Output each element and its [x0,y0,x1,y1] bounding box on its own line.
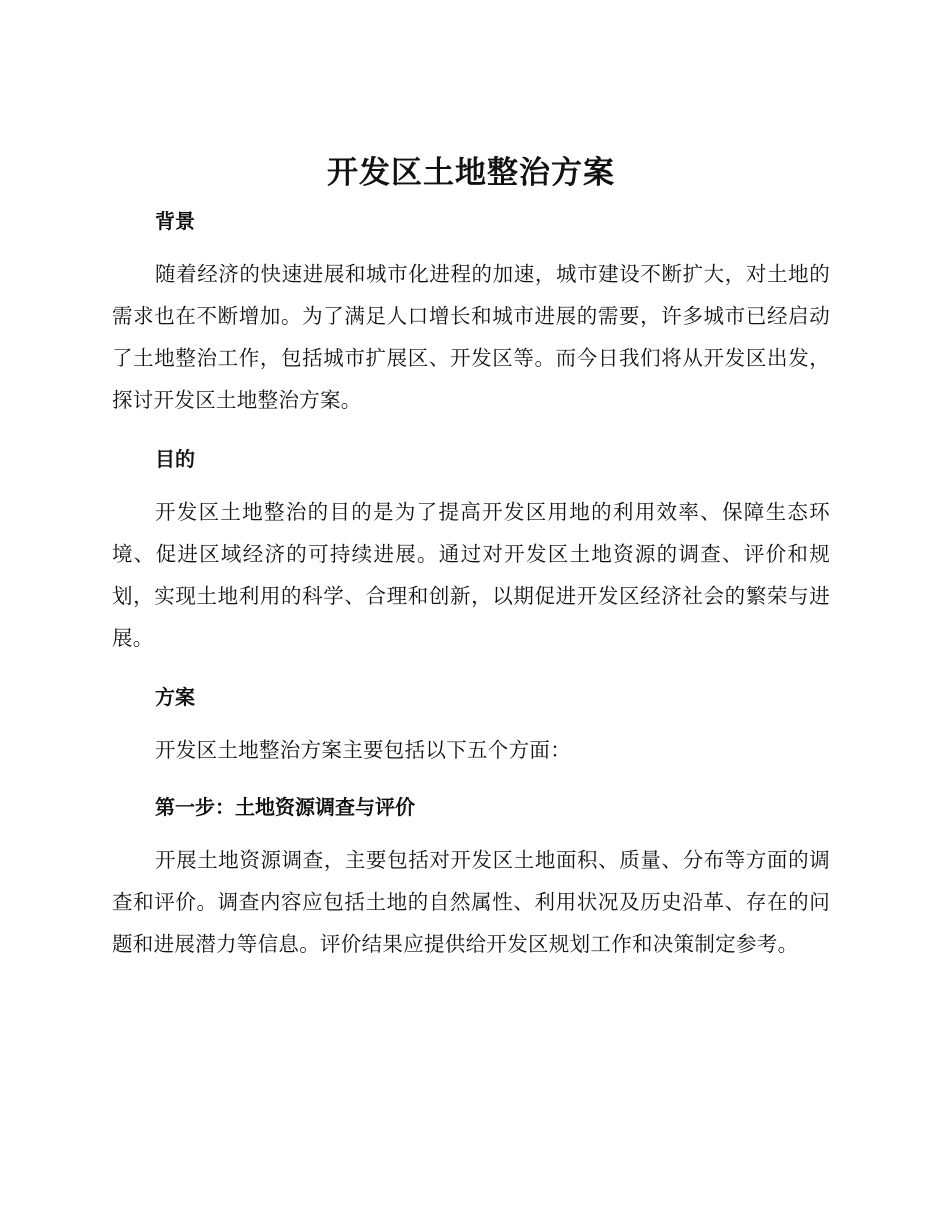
heading-background: 背景 [155,209,195,233]
paragraph-step-1: 开展土地资源调查，主要包括对开发区土地面积、质量、分布等方面的调查和评价。调查内容应包括土地的自然属性、利用状况及历史沿革、存在的问题和进展潜力等信息。评价结果应提供给开发区规划工作和决策制定参考。 [112,848,830,956]
paragraph-background: 随着经济的快速进展和城市化进程的加速，城市建设不断扩大，对土地的需求也在不断增加。为了满足人口增长和城市进展的需要，许多城市已经启动了土地整治工作，包括城市扩展区、开发区等。而今日我们将从开发区出发，探讨开发区土地整治方案。 [112,262,830,412]
document-title: 开发区土地整治方案 [327,155,615,191]
paragraph-plan: 开发区土地整治方案主要包括以下五个方面： [155,738,571,762]
paragraph-goal: 开发区土地整治的目的是为了提高开发区用地的利用效率、保障生态环境、促进区域经济的可持续进展。通过对开发区土地资源的调查、评价和规划，实现土地利用的科学、合理和创新，以期促进开发区经济社会的繁荣与进展。 [112,500,830,650]
heading-plan: 方案 [155,685,195,709]
heading-goal: 目的 [155,447,195,471]
heading-step-1: 第一步：土地资源调查与评价 [155,795,415,819]
